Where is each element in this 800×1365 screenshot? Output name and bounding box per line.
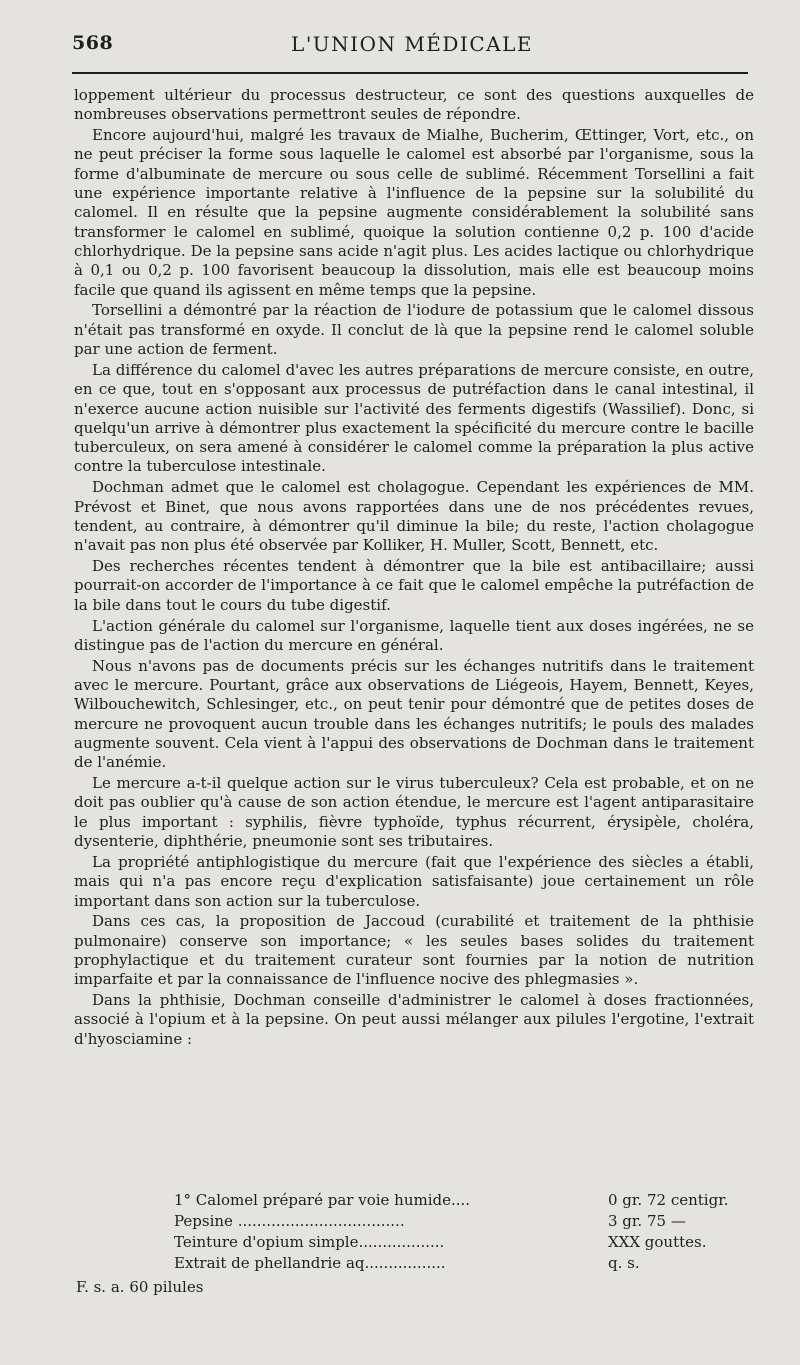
ingredient-quantity: q. s. <box>608 1254 640 1272</box>
paragraph: La propriété antiphlogistique du mercure (fait que l'expérience des siècles a établi, mais qui n'a pas encore reçu d'explication satisfaisante) joue certainement un rôle important dans son action sur la tuberculose. <box>74 852 754 910</box>
ingredient-quantity: 0 gr. 72 centigr. <box>608 1191 729 1209</box>
paragraph: Encore aujourd'hui, malgré les travaux de Mialhe, Bucherim, Œttinger, Vort, etc., on ne peut préciser la forme sous laquelle le calomel est absorbé par l'organisme, sous la forme d'albuminate de mercure ou sous celle de sublimé. Récemment Torsellini a fait une expérience importante relative à l'influence de la pepsine sur la solubilité du calomel. Il en résulte que la pepsine augmente considérablement la solubilité sans transformer le calomel en sublimé, quoique la solution contienne 0,2 p. 100 d'acide chlorhydrique. De la pepsine sans acide n'agit plus. Les acides lactique ou chlorhydrique à 0,1 ou 0,2 p. 100 favorisent beaucoup la dissolution, mais elle est beaucoup moins facile que quand ils agissent en même temps que la pepsine. <box>74 126 754 299</box>
paragraph: La différence du calomel d'avec les autres préparations de mercure consiste, en outre, en ce que, tout en s'opposant aux processus de putréfaction dans le canal intestinal, il n'exerce aucune action nuisible sur l'activité des ferments digestifs (Wassilief). Donc, si quelqu'un arrive à démontrer plus exactement la spécificité du mercure contre le bacille tuberculeux, on sera amené à considérer le calomel comme la préparation la plus active contre la tuberculose intestinale. <box>74 360 754 476</box>
formula-row <box>74 1232 754 1253</box>
ingredient-name: Extrait de phellandrie aq................. <box>174 1254 446 1272</box>
paragraph: Torsellini a démontré par la réaction de l'iodure de potassium que le calomel dissous n'était pas transformé en oxyde. Il conclut de là que la pepsine rend le calomel soluble par une action de ferment. <box>74 301 754 359</box>
formula-row <box>74 1253 754 1274</box>
ingredient-name: 1° Calomel préparé par voie humide.... <box>174 1191 471 1209</box>
formula-row <box>74 1190 754 1211</box>
prescription-instruction: F. s. a. 60 pilules <box>76 1278 204 1296</box>
paragraph: L'action générale du calomel sur l'organisme, laquelle tient aux doses ingérées, ne se distingue pas de l'action du mercure en général. <box>74 616 754 654</box>
header-rule <box>72 72 748 74</box>
paragraph: Dans ces cas, la proposition de Jaccoud (curabilité et traitement de la phthisie pulmonaire) conserve son importance; « les seules bases solides du traitement prophylactique et du traitement curateur sont fournies par la notion de nutrition imparfaite et par la connaissance de l'influence nocive des phlegmasies ». <box>74 912 754 989</box>
ingredient-quantity: XXX gouttes. <box>608 1233 707 1251</box>
paragraph: Le mercure a-t-il quelque action sur le virus tuberculeux? Cela est probable, et on ne doit pas oublier qu'à cause de son action étendue, le mercure est l'agent antiparasitaire le plus important : syphilis, fièvre typhoïde, typhus récurrent, érysipèle, choléra, dysenterie, diphthérie, pneumonie sont ses tributaires. <box>74 774 754 851</box>
paragraph: loppement ultérieur du processus destructeur, ce sont des questions auxquelles de nombreuses observations permettront seules de répondre. <box>74 86 754 124</box>
page-number: 568 <box>72 32 114 54</box>
paragraph: Nous n'avons pas de documents précis sur les échanges nutritifs dans le traitement avec le mercure. Pourtant, grâce aux observations de Liégeois, Hayem, Bennett, Keyes, Wilbouchewitch, Schlesinger, etc., on peut tenir pour démontré que de petites doses de mercure ne provoquent aucun trouble dans les échanges nutritifs; le pouls des malades augmente souvent. Cela vient à l'appui des observations de Dochman dans le traitement de l'anémie. <box>74 656 754 772</box>
paragraph: Des recherches récentes tendent à démontrer que la bile est antibacillaire; aussi pourrait-on accorder de l'importance à ce fait que le calomel empêche la putréfaction de la bile dans tout le cours du tube digestif. <box>74 557 754 614</box>
paragraph: Dochman admet que le calomel est cholagogue. Cependant les expériences de MM. Prévost et Binet, que nous avons rapportées dans une de nos précédentes revues, tendent, au contraire, à démontrer qu'il diminue la bile; du reste, l'action cholagogue n'avait pas non plus été observée par Kolliker, H. Muller, Scott, Bennett, etc. <box>74 478 754 555</box>
formula-row <box>74 1211 754 1232</box>
article-body <box>74 86 754 1051</box>
ingredient-quantity: 3 gr. 75 — <box>608 1212 686 1230</box>
paragraph: Dans la phthisie, Dochman conseille d'administrer le calomel à doses fractionnées, associé à l'opium et à la pepsine. On peut aussi mélanger aux pilules l'ergotine, l'extrait d'hyosciamine : <box>74 991 754 1048</box>
page-header <box>72 32 752 64</box>
prescription-formula <box>74 1190 754 1298</box>
running-title: L'UNION MÉDICALE <box>291 32 533 56</box>
ingredient-name: Pepsine ................................... <box>174 1212 405 1230</box>
ingredient-name: Teinture d'opium simple.................. <box>174 1233 445 1251</box>
